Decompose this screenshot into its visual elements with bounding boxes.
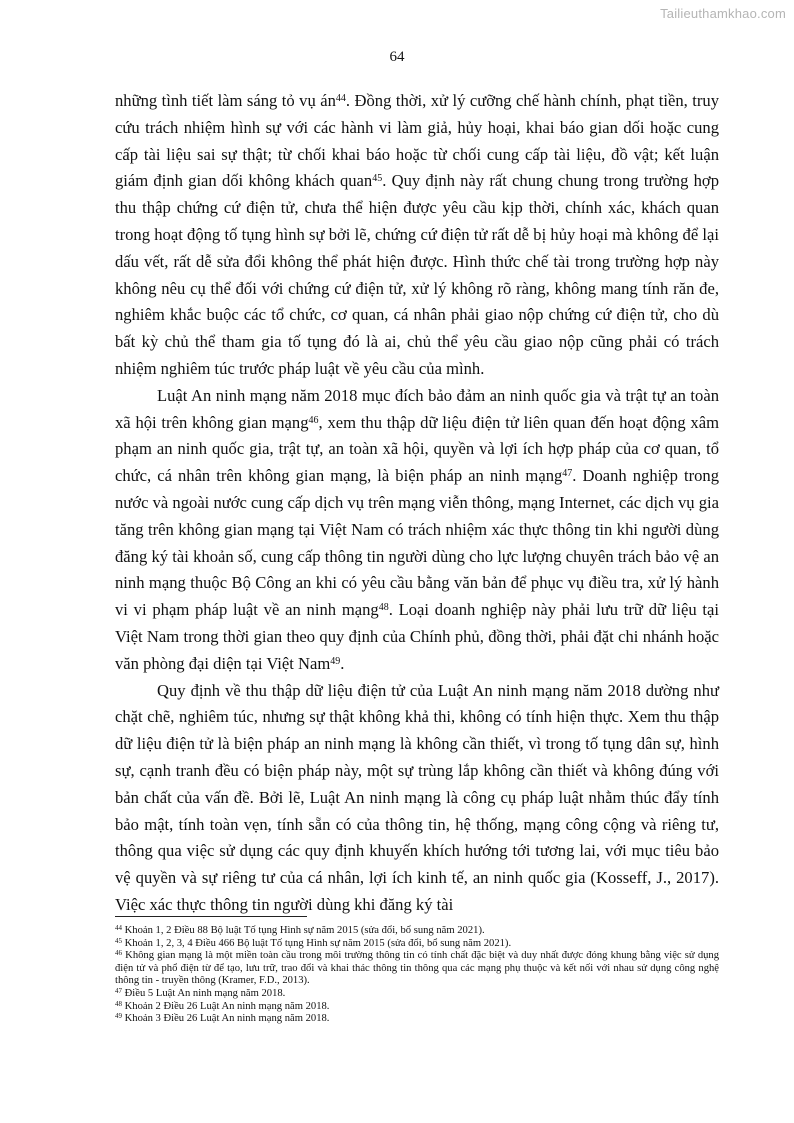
paragraph-text: . Đồng thời, xử lý cưỡng chế hành chính, phạt tiền, truy cứu trách nhiệm hình sự với các hành vi làm giả, hủy hoại, khai báo gian dối hoặc cung cấp tài liệu sai sự thật; từ chối khai báo hoặc từ chối cung cấp tài liệu, đồ vật; kết luận giám định gian dối không khách quan bbox=[115, 91, 719, 191]
footnote-number: 46 bbox=[115, 949, 122, 958]
body-paragraph bbox=[115, 383, 719, 678]
footnote bbox=[115, 925, 719, 938]
footnote-reference: 48 bbox=[378, 602, 389, 614]
footnotes bbox=[115, 925, 719, 1026]
watermark: Tailieuthamkhao.com bbox=[660, 6, 786, 21]
footnote-number: 47 bbox=[115, 986, 122, 995]
footnote-text: Không gian mạng là một miền toàn cầu trong môi trường thông tin có tính chất đặc biệt và duy nhất được đóng khung bằng việc sử dụng điện tử và phổ điện từ để tạo, lưu trữ, trao đổi và khai thác thông tin thông qua các mạng phụ thuộc và kết nối với nhau sử dụng công nghệ thông tin - truyền thông (Kramer, F.D., 2013). bbox=[115, 950, 720, 987]
body-paragraph bbox=[115, 88, 719, 383]
paragraph-text: . Doanh nghiệp trong nước và ngoài nước cung cấp dịch vụ trên mạng viễn thông, mạng Internet, các dịch vụ gia tăng trên không gian mạng tại Việt Nam có trách nhiệm xác thực thông tin khi người dùng đăng ký tài khoản số, cung cấp thông tin người dùng cho lực lượng chuyên trách bảo vệ an ninh mạng thuộc Bộ Công an khi có yêu cầu bằng văn bản để phục vụ điều tra, xử lý hành vi vi phạm pháp luật về an ninh mạng bbox=[115, 466, 719, 620]
body-paragraph bbox=[115, 678, 719, 919]
page-number: 64 bbox=[389, 49, 405, 65]
footnote-text: Khoản 1, 2, 3, 4 Điều 466 Bộ luật Tố tụng Hình sự năm 2015 (sửa đổi, bổ sung năm 2021). bbox=[124, 937, 512, 949]
footnote bbox=[115, 1001, 719, 1014]
paragraph-text: , xem thu thập dữ liệu điện tử liên quan đến hoạt động xâm phạm an ninh quốc gia, trật tự, an toàn xã hội, quyền và lợi ích hợp pháp của cơ quan, tổ chức, cá nhân trên không gian mạng, là biện pháp an ninh mạng bbox=[115, 412, 719, 486]
footnote bbox=[115, 938, 719, 951]
footnote-text: Điều 5 Luật An ninh mạng năm 2018. bbox=[124, 987, 286, 999]
paragraph-text: những tình tiết làm sáng tỏ vụ án bbox=[115, 91, 336, 110]
footnote-reference: 46 bbox=[308, 414, 319, 426]
footnote-number: 48 bbox=[115, 999, 122, 1008]
footnote-reference: 45 bbox=[372, 173, 383, 185]
footnote bbox=[115, 950, 719, 988]
footnote-reference: 44 bbox=[335, 93, 346, 104]
footnote-number: 44 bbox=[115, 924, 122, 932]
body-text bbox=[115, 88, 719, 919]
footnote-divider bbox=[115, 916, 307, 917]
footnote-number: 45 bbox=[115, 936, 122, 945]
paragraph-text: Luật An ninh mạng năm 2018 mục đích bảo đảm an ninh quốc gia và trật tự an toàn xã hội trên không gian mạng bbox=[115, 385, 719, 432]
footnote bbox=[115, 988, 719, 1001]
paragraph-text: . bbox=[340, 653, 345, 673]
footnote-text: Khoản 3 Điều 26 Luật An ninh mạng năm 2018. bbox=[124, 1013, 330, 1025]
footnote-text: Khoản 1, 2 Điều 88 Bộ luật Tố tụng Hình sự năm 2015 (sửa đổi, bổ sung năm 2021). bbox=[124, 925, 485, 936]
paragraph-text: . Loại doanh nghiệp này phải lưu trữ dữ liệu tại Việt Nam trong thời gian theo quy định của Chính phủ, đồng thời, phải đặt chi nhánh hoặc văn phòng đại diện tại Việt Nam bbox=[115, 600, 719, 673]
paragraph-text: . Quy định này rất chung chung trong trường hợp thu thập chứng cứ điện tử, chưa thể hiện được yêu cầu kịp thời, chính xác, khách quan trong hoạt động tố tụng hình sự bởi lẽ, chứng cứ điện tử rất dễ bị hủy hoại mà không để lại dấu vết, rất dễ sửa đổi không thể phát hiện được. Hình thức chế tài trong trường hợp này không nêu cụ thể đối với chứng cứ điện tử, xử lý không rõ ràng, không mang tính răn đe, nghiêm khắc buộc các tổ chức, cơ quan, cá nhân phải giao nộp chứng cứ điện tử, cho dù bất kỳ chủ thể tham gia tố tụng đó là ai, chủ thể yêu cầu giao nộp cũng phải có trách nhiệm nghiêm túc trước pháp luật về yêu cầu của mình. bbox=[115, 171, 719, 378]
paragraph-text: Quy định về thu thập dữ liệu điện tử của Luật An ninh mạng năm 2018 dường như chặt chẽ, nghiêm túc, nhưng sự thật không khả thi, không có tính hiện thực. Xem thu thập dữ liệu điện tử là biện pháp an ninh mạng là không cần thiết, vì trong tố tụng dân sự, hình sự, cạnh tranh đều có biện pháp này, một sự trùng lắp không cần thiết và không đúng với bản chất của vấn đề. Bởi lẽ, Luật An ninh mạng là công cụ pháp luật nhằm thúc đẩy tính bảo mật, tính toàn vẹn, tính sẵn có của thông tin, hệ thống, mạng công cộng và riêng tư, thông qua việc sử dụng các quy định khuyến khích hướng tới tương lai, với mục tiêu bảo vệ quyền và sự riêng tư của cá nhân, lợi ích kinh tế, an ninh quốc gia (Kosseff, J., 2017). Việc xác thực thông tin người dùng khi đăng ký tài bbox=[115, 680, 719, 914]
footnote-text: Khoản 2 Điều 26 Luật An ninh mạng năm 2018. bbox=[124, 1000, 330, 1012]
footnote-number: 49 bbox=[115, 1012, 122, 1021]
footnote bbox=[115, 1013, 719, 1026]
footnote-reference: 49 bbox=[330, 655, 341, 667]
footnote-reference: 47 bbox=[562, 468, 573, 480]
